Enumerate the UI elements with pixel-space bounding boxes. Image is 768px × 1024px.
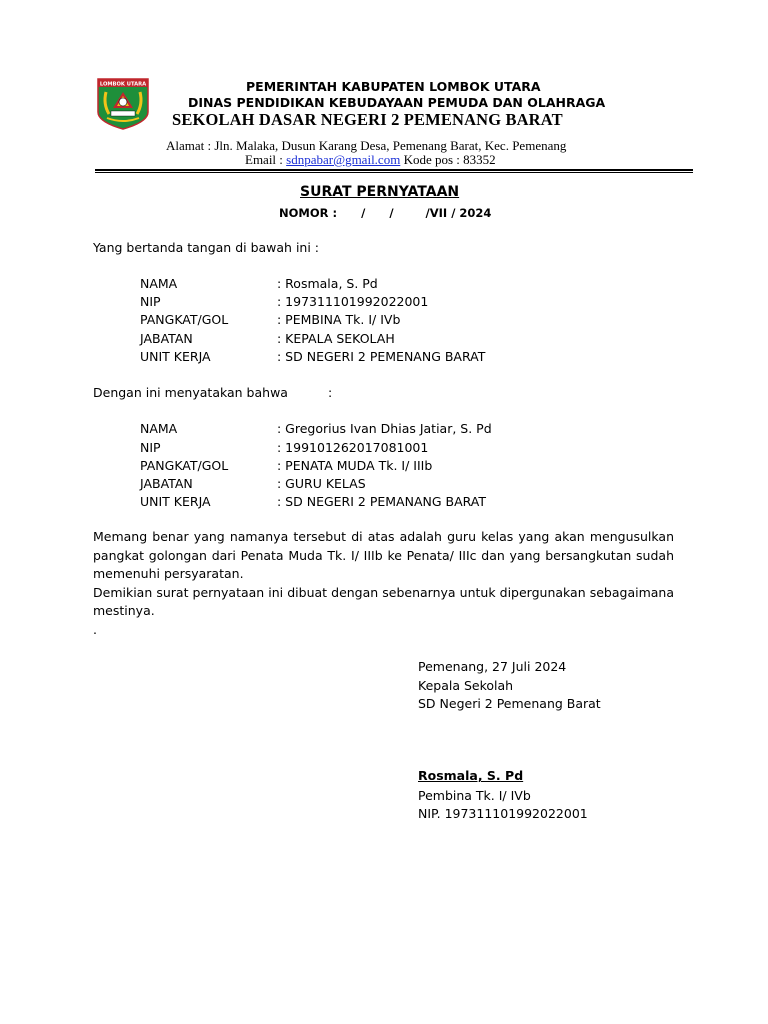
- paragraph-statement: Memang benar yang namanya tersebut di atas adalah guru kelas yang akan mengusulkan pangkat golongan dari Penata Muda Tk. I/ IIIb ke Penata/ IIIc dan yang bersangkutan sudah memenuhi persyaratan.: [93, 529, 674, 581]
- field-value: : SD NEGERI 2 PEMENANG BARAT: [277, 349, 486, 364]
- logo-label: LOMBOK UTARA: [99, 81, 147, 88]
- email-label: Email :: [245, 152, 287, 167]
- field-value: : PEMBINA Tk. I/ IVb: [277, 312, 401, 327]
- field-label: PANGKAT/GOL: [140, 458, 229, 473]
- field-value: : GURU KELAS: [277, 476, 366, 491]
- postal-code: Kode pos : 83352: [400, 152, 496, 167]
- field-label: JABATAN: [140, 331, 193, 346]
- signature-block: [418, 658, 601, 714]
- regency-emblem-logo: [95, 78, 151, 130]
- field-label: PANGKAT/GOL: [140, 312, 229, 327]
- statement-intro: Dengan ini menyatakan bahwa: [93, 385, 288, 400]
- letterhead-contact: [245, 152, 496, 168]
- field-label: UNIT KERJA: [140, 349, 211, 364]
- signature-institution: SD Negeri 2 Pemenang Barat: [418, 696, 601, 711]
- letterhead-address: Alamat : Jln. Malaka, Dusun Karang Desa, Pemenang Barat, Kec. Pemenang: [166, 138, 567, 153]
- signature-place-date: Pemenang, 27 Juli 2024: [418, 659, 567, 674]
- field-value: : 199101262017081001: [277, 440, 429, 455]
- email-link[interactable]: sdnpabar@gmail.com: [286, 152, 401, 167]
- signature-rank: Pembina Tk. I/ IVb: [418, 788, 531, 803]
- letterhead-school-name: SEKOLAH DASAR NEGERI 2 PEMENANG BARAT: [172, 110, 563, 129]
- stray-dot: .: [93, 621, 97, 637]
- document-number: NOMOR : / / /VII / 2024: [279, 206, 492, 220]
- field-value: : KEPALA SEKOLAH: [277, 331, 395, 346]
- field-label: NAMA: [140, 276, 178, 291]
- body-paragraphs: [93, 528, 674, 639]
- field-label: NIP: [140, 294, 161, 309]
- letterhead-rule-thin: [95, 172, 693, 173]
- field-label: NAMA: [140, 421, 178, 436]
- document-title: SURAT PERNYATAAN: [300, 184, 460, 200]
- statement-colon: :: [328, 385, 333, 400]
- field-value: : Gregorius Ivan Dhias Jatiar, S. Pd: [277, 421, 492, 436]
- field-value: : PENATA MUDA Tk. I/ IIIb: [277, 458, 433, 473]
- intro-text: Yang bertanda tangan di bawah ini :: [93, 240, 320, 255]
- paragraph-closing: Demikian surat pernyataan ini dibuat dengan sebenarnya untuk dipergunakan sebagaimana mestinya.: [93, 584, 674, 618]
- letterhead-government: PEMERINTAH KABUPATEN LOMBOK UTARA: [246, 79, 541, 94]
- field-value: : 197311101992022001: [277, 294, 429, 309]
- field-label: UNIT KERJA: [140, 494, 211, 509]
- signature-nip: NIP. 197311101992022001: [418, 806, 588, 821]
- field-label: NIP: [140, 440, 161, 455]
- signature-position: Kepala Sekolah: [418, 677, 514, 693]
- field-value: : SD NEGERI 2 PEMANANG BARAT: [277, 494, 487, 509]
- letterhead-rule-thick: [95, 169, 693, 171]
- field-value: : Rosmala, S. Pd: [277, 276, 378, 291]
- field-label: JABATAN: [140, 476, 193, 491]
- signature-name: Rosmala, S. Pd: [418, 768, 524, 783]
- letterhead-department: DINAS PENDIDIKAN KEBUDAYAAN PEMUDA DAN OLAHRAGA: [188, 95, 606, 110]
